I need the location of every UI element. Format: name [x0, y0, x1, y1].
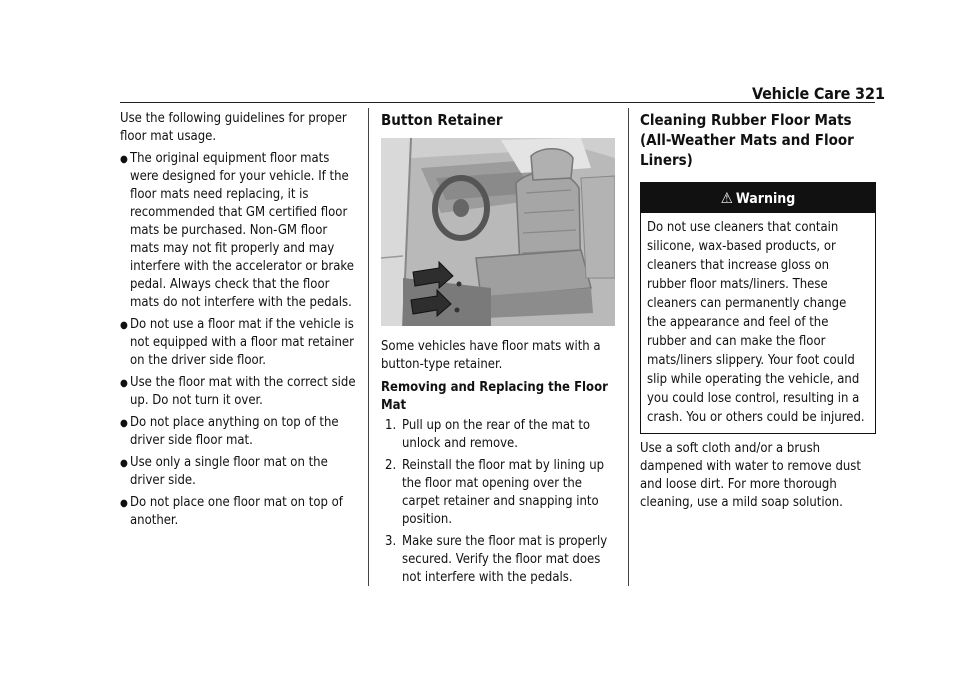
list-item-text: Use only a single floor mat on the driver side.: [130, 455, 328, 488]
step-number: 1.: [385, 418, 397, 433]
bullet-dot-icon: ●: [120, 498, 128, 509]
bullet-dot-icon: ●: [120, 458, 128, 469]
column-right: [640, 110, 876, 512]
step-number: 3.: [385, 534, 397, 549]
column-left: [120, 110, 360, 534]
bullet-dot-icon: ●: [120, 154, 128, 165]
list-item: [120, 454, 360, 490]
column-divider-2: [628, 108, 629, 586]
warning-header: [641, 183, 875, 213]
section-heading-cleaning-rubber-mats: Cleaning Rubber Floor Mats (All-Weather Mats and Floor Liners): [640, 111, 854, 169]
cleaning-instructions: Use a soft cloth and/or a brush dampened with water to remove dust and loose dirt. For more thorough cleaning, use a mild soap solution.: [640, 441, 861, 510]
section-heading-button-retainer: Button Retainer: [381, 111, 503, 129]
warning-box: [640, 182, 876, 434]
list-item-text: Do not place anything on top of the driver side floor mat.: [130, 415, 339, 448]
column-divider-1: [368, 108, 369, 586]
step-list: [381, 417, 617, 587]
page-header: [0, 0, 960, 104]
list-item-text: Use the floor mat with the correct side up. Do not turn it over.: [130, 375, 356, 408]
bullet-dot-icon: ●: [120, 378, 128, 389]
step-number: 2.: [385, 458, 397, 473]
warning-text: Do not use cleaners that contain silicone, wax-based products, or cleaners that increase gloss on rubber floor mats/liners. These cleaners can permanently change the appearance and feel of the rubber and can make the floor mats/liners slippery. Your foot could slip while operating the vehicle, and you could lose control, resulting in a crash. You or others could be injured.: [647, 220, 865, 425]
guideline-list: [120, 150, 360, 530]
list-item: [120, 414, 360, 450]
step-text: Reinstall the floor mat by lining up the floor mat opening over the carpet retainer and snapping into position.: [402, 458, 605, 527]
step-text: Pull up on the rear of the mat to unlock and remove.: [402, 418, 591, 451]
bullet-dot-icon: ●: [120, 418, 128, 429]
list-item: [120, 494, 360, 530]
subheading-removing-replacing: Removing and Replacing the Floor Mat: [381, 380, 608, 413]
header-divider: [120, 102, 875, 103]
list-item: [381, 533, 617, 587]
list-item: [120, 316, 360, 370]
warning-title: Warning: [735, 191, 796, 207]
list-item-text: Do not place one floor mat on top of another.: [130, 495, 343, 528]
floor-mat-retainer-illustration: [381, 138, 615, 326]
page-number: 321: [855, 84, 886, 103]
list-item: [120, 374, 360, 410]
list-item: [381, 417, 617, 453]
warning-triangle-icon: ⚠: [720, 189, 733, 207]
column-middle: [381, 110, 617, 591]
bullet-dot-icon: ●: [120, 320, 128, 331]
list-item: [120, 150, 360, 312]
list-item: [381, 457, 617, 529]
section-title: Vehicle Care: [752, 84, 851, 103]
list-item-text: The original equipment floor mats were designed for your vehicle. If the floor mats need replacing, it is recommended that GM certified floor mats be purchased. Non-GM floor mats may not fit properly and may interfere with the accelerator or brake pedal. Always check that the floor mats do not interfere with the pedals.: [130, 151, 354, 310]
step-text: Make sure the floor mat is properly secured. Verify the floor mat does not interfere with the pedals.: [402, 534, 608, 585]
figure-caption: Some vehicles have floor mats with a button-type retainer.: [381, 339, 601, 372]
intro-paragraph: Use the following guidelines for proper floor mat usage.: [120, 111, 347, 144]
list-item-text: Do not use a floor mat if the vehicle is not equipped with a floor mat retainer on the driver side floor.: [130, 317, 354, 368]
